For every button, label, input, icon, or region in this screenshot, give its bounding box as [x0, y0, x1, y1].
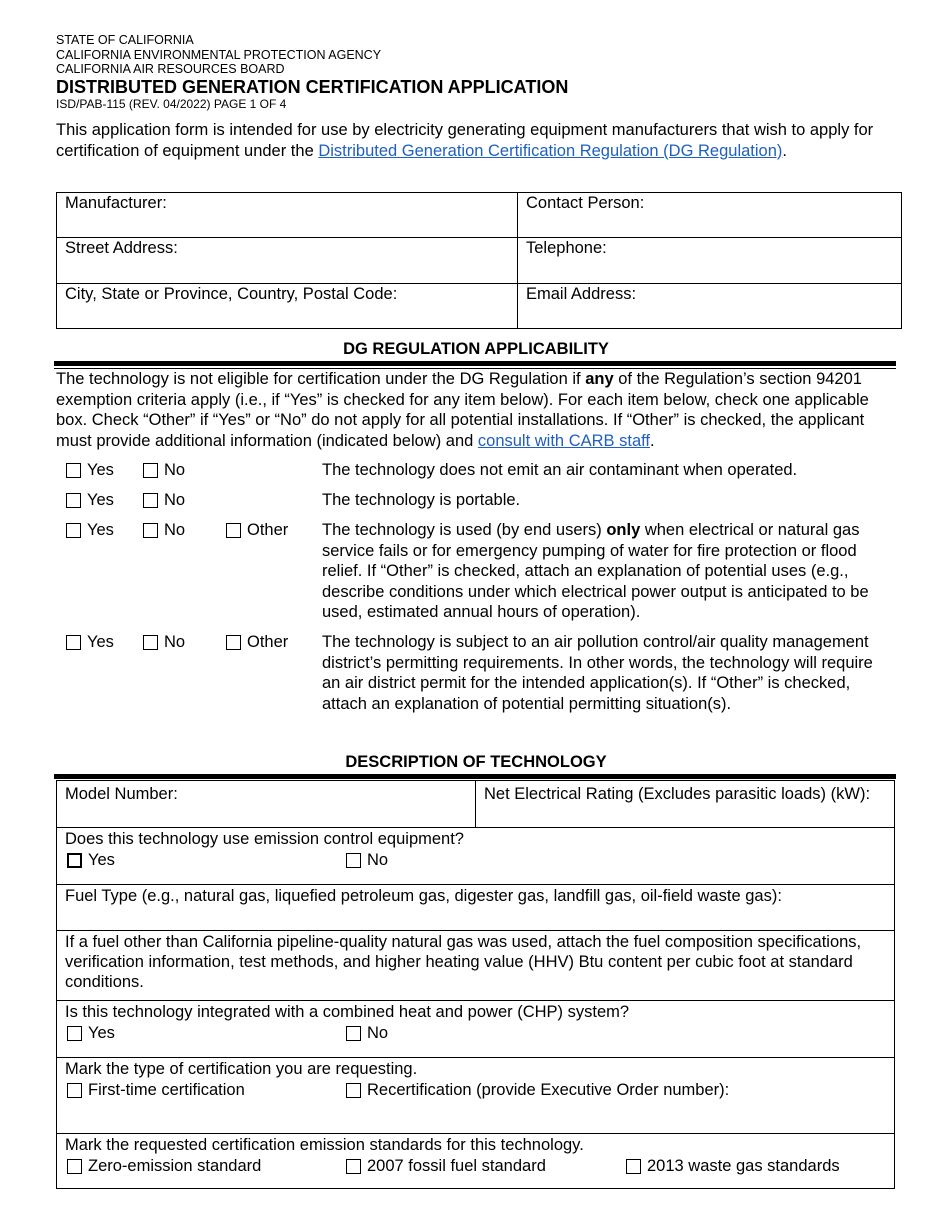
- cert-type-question: Mark the type of certification you are requesting.: [65, 1060, 418, 1078]
- street-address-field[interactable]: [57, 238, 518, 284]
- cert-type-options: [65, 1079, 886, 1101]
- standards-question: Mark the requested certification emission standards for this technology.: [65, 1136, 584, 1154]
- emission-control-options: [65, 849, 886, 871]
- chp-question: Is this technology integrated with a combined heat and power (CHP) system?: [65, 1003, 630, 1021]
- q3-yes-option[interactable]: [66, 520, 114, 540]
- q3-text-2: when electrical or natural gas service fails or for emergency pumping of water for fire protection or flood relief. If “Other” is checked, attach an explanation of potential uses (e.g., describe conditions under which electrical power output is anticipated to be used, estimated annual hours of operation).: [322, 521, 869, 621]
- q4-yes-option[interactable]: [66, 632, 114, 652]
- q3-other-checkbox[interactable]: [226, 523, 241, 538]
- q3-no-option[interactable]: [143, 520, 185, 540]
- q3-yes-checkbox[interactable]: [66, 523, 81, 538]
- q1-no-option[interactable]: [143, 460, 185, 480]
- zero-emission-label: Zero-emission standard: [88, 1157, 262, 1175]
- emission-no-option[interactable]: [346, 850, 388, 870]
- city-label: City, State or Province, Country, Postal Code:: [65, 285, 398, 303]
- recert-option[interactable]: [346, 1080, 729, 1100]
- emission-control-cell: [57, 828, 895, 885]
- chp-cell: [57, 1001, 895, 1058]
- q3-yes-label: Yes: [87, 520, 114, 539]
- fuel-other-cell: [57, 931, 895, 1001]
- q2-yes-label: Yes: [87, 490, 114, 509]
- q4-statement: The technology is subject to an air pollution control/air quality management district’s permitting requirements. In other words, the technology will require an air district permit for the intended application(s). If “Other” is checked, attach an explanation of potential permitting situation(s).: [322, 633, 873, 713]
- fossil-2007-label: 2007 fossil fuel standard: [367, 1157, 546, 1175]
- q4-no-option[interactable]: [143, 632, 185, 652]
- fuel-other-text: If a fuel other than California pipeline-quality natural gas was used, attach the fuel composition specifications, verification information, test methods, and higher heating value (HHV) Btu content per cubic foot at standard conditions.: [65, 933, 862, 991]
- q1-yes-checkbox[interactable]: [66, 463, 81, 478]
- recert-checkbox[interactable]: [346, 1083, 361, 1098]
- email-field[interactable]: [518, 284, 902, 329]
- contact-person-label: Contact Person:: [526, 194, 645, 212]
- q3-no-checkbox[interactable]: [143, 523, 158, 538]
- emission-no-checkbox[interactable]: [346, 853, 361, 868]
- chp-options: [65, 1022, 886, 1044]
- description-title: DESCRIPTION OF TECHNOLOGY: [345, 753, 607, 771]
- header-state: STATE OF CALIFORNIA: [56, 33, 194, 47]
- q1-statement: The technology does not emit an air contaminant when operated.: [322, 461, 798, 479]
- first-time-checkbox[interactable]: [67, 1083, 82, 1098]
- waste-2013-label: 2013 waste gas standards: [647, 1157, 840, 1175]
- emission-yes-checkbox[interactable]: [67, 853, 82, 868]
- waste-2013-checkbox[interactable]: [626, 1159, 641, 1174]
- q2-yes-option[interactable]: [66, 490, 114, 510]
- q2-statement: The technology is portable.: [322, 491, 521, 509]
- q3-no-label: No: [164, 520, 186, 539]
- q2-no-option[interactable]: [143, 490, 185, 510]
- email-label: Email Address:: [526, 285, 637, 303]
- chp-no-checkbox[interactable]: [346, 1026, 361, 1041]
- waste-2013-option[interactable]: [626, 1156, 840, 1176]
- applicability-text-1: The technology is not eligible for certification under the DG Regulation if: [56, 370, 586, 388]
- q4-no-checkbox[interactable]: [143, 635, 158, 650]
- q3-other-label: Other: [247, 520, 289, 539]
- model-number-label: Model Number:: [65, 785, 178, 803]
- q2-no-checkbox[interactable]: [143, 493, 158, 508]
- intro-text: This application form is intended for use by electricity generating equipment manufacturers that wish to apply for certification of equipment under the: [56, 121, 874, 160]
- chp-no-option[interactable]: [346, 1023, 388, 1043]
- applicability-paragraph: [56, 369, 896, 451]
- model-number-field[interactable]: [57, 781, 476, 828]
- form-id: ISD/PAB-115 (REV. 04/2022) PAGE 1 OF 4: [56, 96, 287, 111]
- q4-no-label: No: [164, 632, 186, 651]
- description-table: [56, 780, 895, 1189]
- q1-no-label: No: [164, 460, 186, 479]
- q3-other-option[interactable]: [226, 520, 288, 540]
- q3-bold: only: [606, 521, 641, 539]
- header-board: CALIFORNIA AIR RESOURCES BOARD: [56, 62, 285, 76]
- description-rule: [54, 774, 896, 779]
- fuel-type-field[interactable]: [57, 885, 895, 931]
- q4-yes-checkbox[interactable]: [66, 635, 81, 650]
- intro-end: .: [782, 141, 787, 160]
- city-field[interactable]: [57, 284, 518, 329]
- applicability-title: DG REGULATION APPLICABILITY: [343, 340, 609, 358]
- section-rule: [54, 361, 896, 366]
- chp-yes-option[interactable]: [67, 1023, 115, 1043]
- q3-text-1: The technology is used (by end users): [322, 521, 607, 539]
- chp-no-label: No: [367, 1024, 389, 1042]
- emission-yes-label: Yes: [88, 851, 115, 869]
- applicability-bold: any: [585, 370, 614, 388]
- manufacturer-field[interactable]: [57, 193, 518, 238]
- header-agency: CALIFORNIA ENVIRONMENTAL PROTECTION AGENCY: [56, 47, 382, 62]
- contact-person-field[interactable]: [518, 193, 902, 238]
- net-rating-field[interactable]: [476, 781, 895, 828]
- standards-cell: [57, 1134, 895, 1189]
- q4-other-option[interactable]: [226, 632, 288, 652]
- chp-yes-checkbox[interactable]: [67, 1026, 82, 1041]
- street-address-label: Street Address:: [65, 239, 178, 257]
- q1-yes-label: Yes: [87, 460, 114, 479]
- q4-other-checkbox[interactable]: [226, 635, 241, 650]
- q1-no-checkbox[interactable]: [143, 463, 158, 478]
- fossil-2007-checkbox[interactable]: [346, 1159, 361, 1174]
- fuel-type-label: Fuel Type (e.g., natural gas, liquefied petroleum gas, digester gas, landfill gas, oil-field waste gas):: [65, 887, 782, 905]
- applicability-end: .: [650, 431, 655, 450]
- cert-type-cell: [57, 1058, 895, 1134]
- form-header: [56, 33, 568, 111]
- q3-statement: [322, 520, 882, 623]
- q2-no-label: No: [164, 490, 186, 509]
- dg-regulation-link[interactable]: Distributed Generation Certification Regulation (DG Regulation): [318, 141, 783, 160]
- first-time-label: First-time certification: [88, 1081, 245, 1099]
- consult-carb-link[interactable]: consult with CARB staff: [477, 431, 651, 450]
- chp-yes-label: Yes: [88, 1024, 115, 1042]
- intro-paragraph: [56, 120, 896, 161]
- applicability-text-2: of the Regulation’s section 94201 exemption criteria apply (i.e., if “Yes” is checked for any item below). For each item below, check one applicable box. Check “Other” if “Yes” or “No” do not apply for all potential installations. If “Other” is checked, the applicant must provide additional information (indicated below) and: [56, 370, 869, 450]
- zero-emission-option[interactable]: [67, 1156, 261, 1176]
- page-title: DISTRIBUTED GENERATION CERTIFICATION APPLICATION: [56, 76, 569, 97]
- q2-yes-checkbox[interactable]: [66, 493, 81, 508]
- q4-yes-label: Yes: [87, 632, 114, 651]
- telephone-field[interactable]: [518, 238, 902, 284]
- contact-table: [56, 192, 902, 329]
- emission-control-question: Does this technology use emission control equipment?: [65, 830, 464, 848]
- zero-emission-checkbox[interactable]: [67, 1159, 82, 1174]
- telephone-label: Telephone:: [526, 239, 607, 257]
- q4-other-label: Other: [247, 632, 289, 651]
- emission-no-label: No: [367, 851, 389, 869]
- net-rating-label: Net Electrical Rating (Excludes parasitic loads) (kW):: [484, 785, 871, 803]
- fossil-2007-option[interactable]: [346, 1156, 546, 1176]
- q1-yes-option[interactable]: [66, 460, 114, 480]
- recert-label: Recertification (provide Executive Order number):: [367, 1081, 730, 1099]
- emission-yes-option[interactable]: [67, 850, 115, 870]
- standards-options: [65, 1155, 886, 1177]
- manufacturer-label: Manufacturer:: [65, 194, 167, 212]
- first-time-option[interactable]: [67, 1080, 245, 1100]
